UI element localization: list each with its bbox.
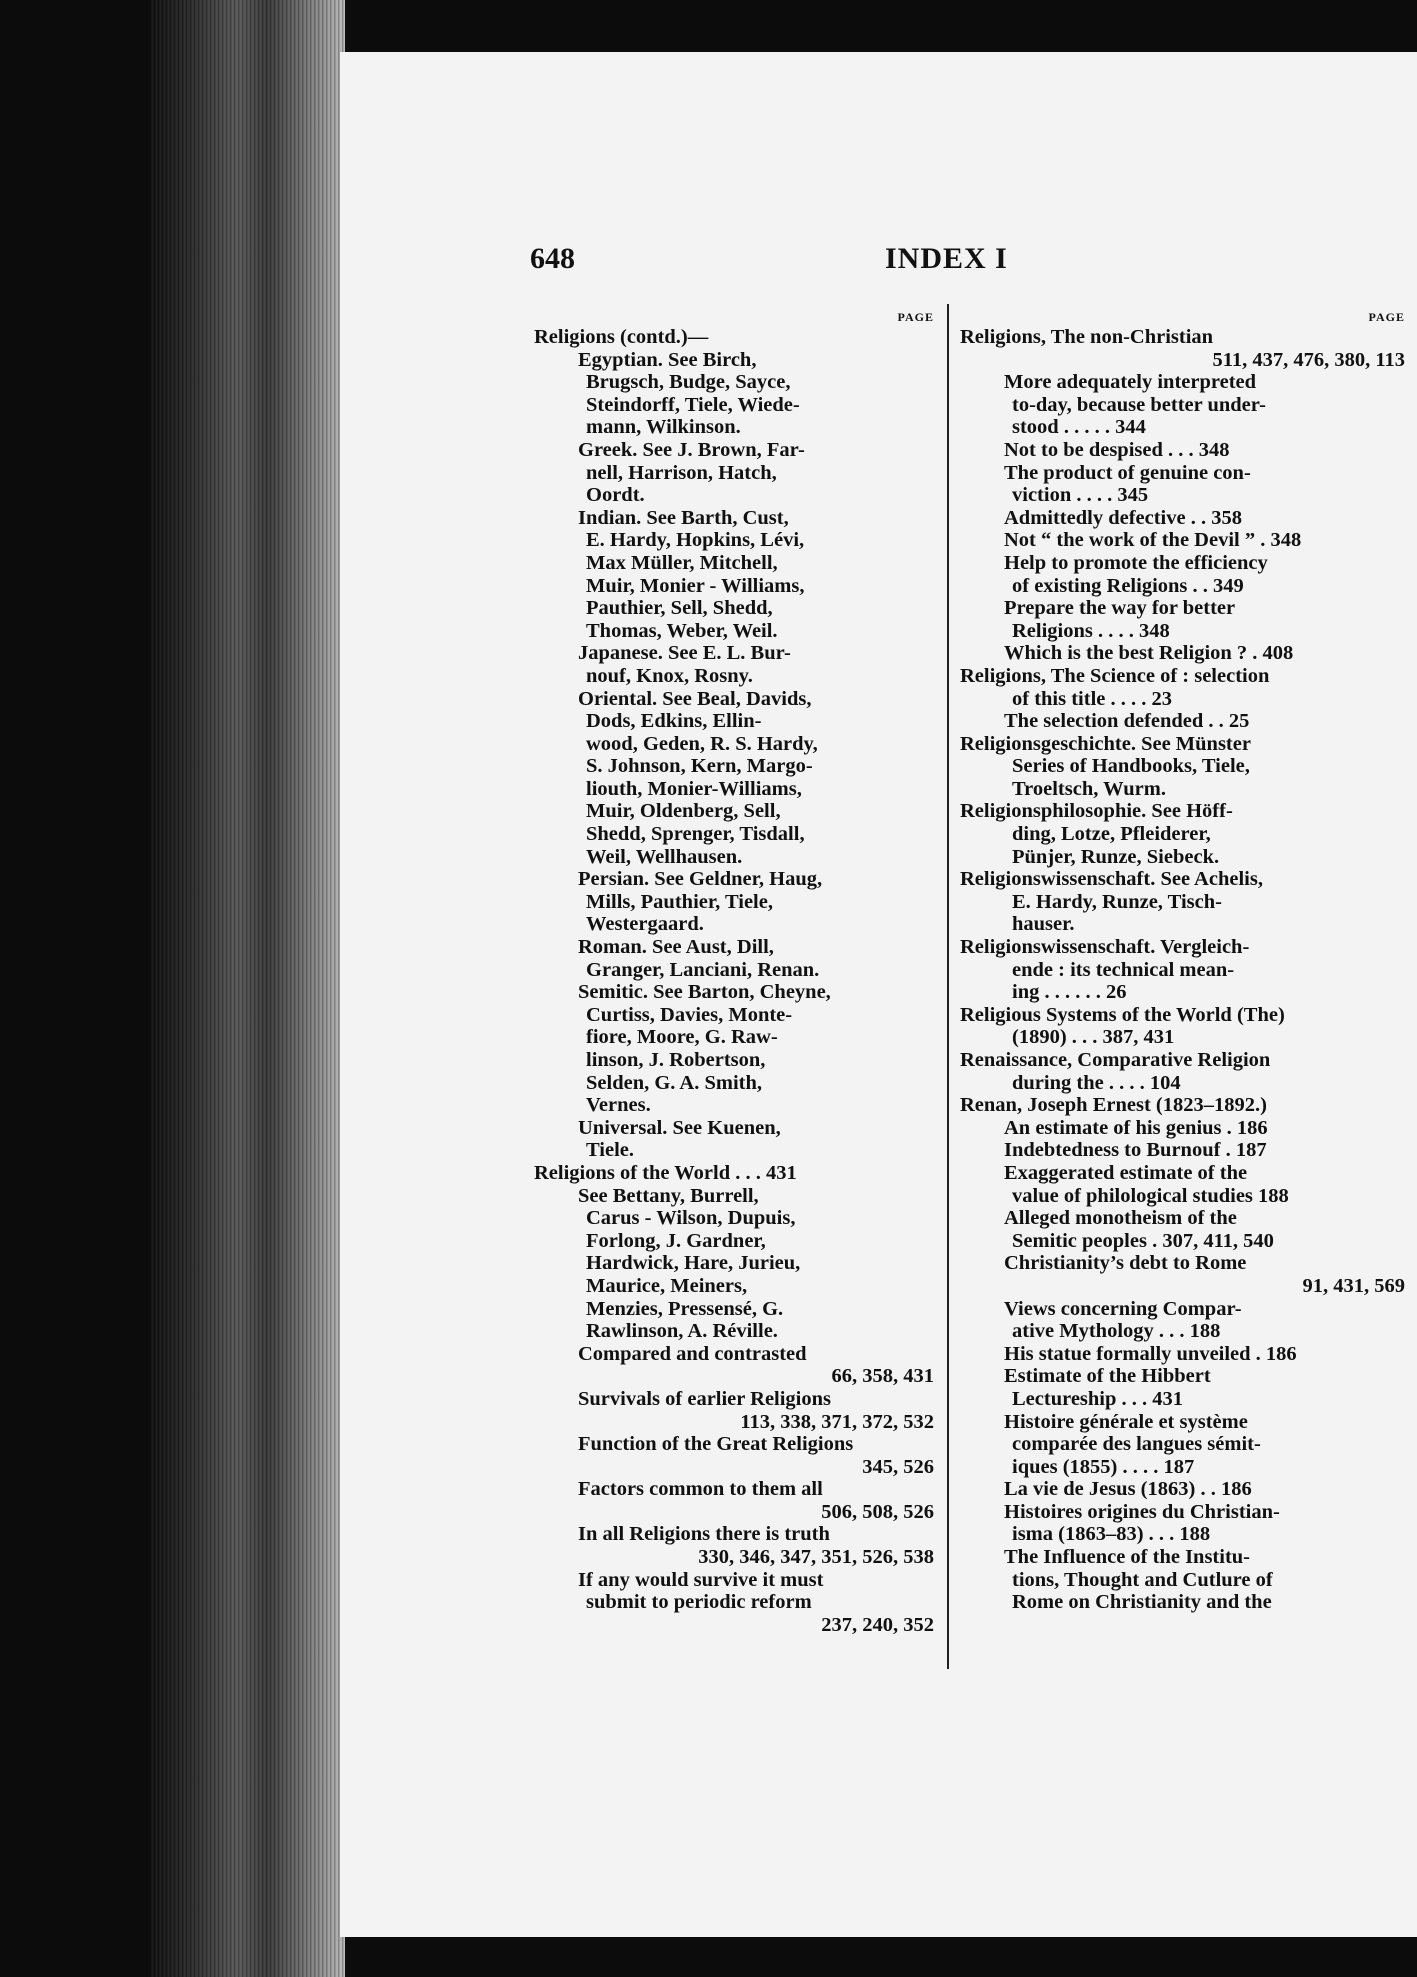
index-line: Max Müller, Mitchell, — [586, 551, 778, 574]
index-line: Pünjer, Runze, Siebeck. — [1012, 845, 1220, 868]
index-line: stood . . . . . 344 — [1012, 416, 1146, 439]
index-line: Brugsch, Budge, Sayce, — [586, 371, 791, 394]
index-line: 330, 346, 347, 351, 526, 538 — [698, 1546, 934, 1569]
index-line: Curtiss, Davies, Monte- — [586, 1003, 793, 1026]
column-page-label: PAGE — [1368, 310, 1405, 324]
index-line: The product of genuine con- — [1004, 461, 1251, 484]
index-line: La vie de Jesus (1863) . . 186 — [1004, 1478, 1252, 1501]
index-line: Not to be despised . . . 348 — [1004, 438, 1230, 461]
index-line: Persian. See Geldner, Haug, — [578, 868, 823, 891]
index-line: An estimate of his genius . 186 — [1004, 1116, 1268, 1139]
index-line: Exaggerated estimate of the — [1004, 1161, 1248, 1184]
index-line: Carus - Wilson, Dupuis, — [586, 1207, 796, 1230]
index-line: Tiele. — [586, 1139, 635, 1162]
index-line: Not “ the work of the Devil ” . 348 — [1004, 529, 1302, 552]
index-line: during the . . . . 104 — [1012, 1071, 1181, 1094]
index-line: of existing Religions . . 349 — [1012, 574, 1244, 597]
index-line: liouth, Monier-Williams, — [586, 777, 802, 800]
index-line: Religions (contd.)— — [534, 326, 709, 348]
index-line: Religionsgeschichte. See Münster — [960, 732, 1251, 755]
index-line: Histoire générale et système — [1004, 1410, 1248, 1433]
index-line: Religions of the World . . . 431 — [534, 1161, 797, 1184]
index-line: Mills, Pauthier, Tiele, — [586, 890, 773, 913]
index-line: Troeltsch, Wurm. — [1012, 777, 1166, 800]
index-line: Vernes. — [586, 1094, 651, 1117]
index-line: Religionswissenschaft. See Achelis, — [960, 868, 1263, 891]
index-line: Granger, Lanciani, Renan. — [586, 958, 820, 981]
column-page-label: PAGE — [897, 310, 934, 324]
index-line: (1890) . . . 387, 431 — [1012, 1026, 1175, 1049]
index-line: Egyptian. See Birch, — [578, 348, 757, 371]
index-line: S. Johnson, Kern, Margo- — [586, 755, 813, 778]
column-divider — [947, 304, 949, 1669]
index-line: nell, Harrison, Hatch, — [586, 461, 777, 484]
index-line: Indian. See Barth, Cust, — [578, 506, 789, 529]
index-line: Weil, Wellhausen. — [586, 845, 743, 868]
index-line: E. Hardy, Runze, Tisch- — [1012, 890, 1222, 913]
index-line: comparée des langues sémit- — [1012, 1433, 1261, 1456]
index-line: Christianity’s debt to Rome — [1004, 1252, 1247, 1275]
index-line: Roman. See Aust, Dill, — [578, 936, 774, 959]
index-line: ative Mythology . . . 188 — [1012, 1320, 1221, 1343]
index-line: Muir, Oldenberg, Sell, — [586, 800, 781, 823]
index-line: submit to periodic reform — [586, 1591, 812, 1614]
index-line: Religions . . . . 348 — [1012, 619, 1170, 642]
index-line: value of philological studies 188 — [1012, 1184, 1289, 1207]
index-line: Prepare the way for better — [1004, 597, 1236, 620]
index-line: If any would survive it must — [578, 1568, 824, 1591]
index-line: Japanese. See E. L. Bur- — [578, 642, 791, 665]
index-line: ende : its technical mean- — [1012, 958, 1235, 981]
index-line: tions, Thought and Cutlure of — [1012, 1568, 1273, 1591]
index-line: Survivals of earlier Religions — [578, 1387, 832, 1410]
page-number: 648 — [530, 242, 575, 275]
index-line: Shedd, Sprenger, Tisdall, — [586, 823, 805, 846]
index-line: Compared and contrasted — [578, 1342, 807, 1365]
index-line: Oordt. — [586, 484, 645, 507]
index-line: Views concerning Compar- — [1004, 1297, 1242, 1320]
index-line: Religious Systems of the World (The) — [960, 1003, 1285, 1026]
index-line: Maurice, Meiners, — [586, 1274, 748, 1297]
index-line: to-day, because better under- — [1012, 393, 1266, 416]
index-line: Muir, Monier - Williams, — [586, 574, 805, 597]
index-line: Series of Handbooks, Tiele, — [1012, 755, 1250, 778]
index-line: viction . . . . 345 — [1012, 484, 1149, 507]
index-line: fiore, Moore, G. Raw- — [586, 1026, 778, 1049]
running-head: INDEX I — [885, 242, 1008, 275]
index-line: mann, Wilkinson. — [586, 416, 741, 439]
index-line: Menzies, Pressensé, G. — [586, 1297, 784, 1320]
index-line: 91, 431, 569 — [1302, 1274, 1405, 1297]
page-edges — [150, 0, 345, 1977]
index-line: Religions, The Science of : selection — [960, 664, 1270, 687]
index-line: In all Religions there is truth — [578, 1523, 830, 1546]
index-line: Semitic. See Barton, Cheyne, — [578, 981, 831, 1004]
index-line: The selection defended . . 25 — [1004, 710, 1250, 733]
index-line: Selden, G. A. Smith, — [586, 1071, 762, 1094]
index-line: E. Hardy, Hopkins, Lévi, — [586, 529, 805, 552]
index-line: Rome on Christianity and the — [1012, 1591, 1272, 1614]
index-line: 237, 240, 352 — [821, 1613, 934, 1636]
index-line: Pauthier, Sell, Shedd, — [586, 597, 773, 620]
index-line: His statue formally unveiled . 186 — [1004, 1342, 1297, 1365]
index-line: Rawlinson, A. Réville. — [586, 1320, 778, 1343]
index-line: Steindorff, Tiele, Wiede- — [586, 393, 800, 416]
index-line: Function of the Great Religions — [578, 1433, 854, 1456]
index-line: Renaissance, Comparative Religion — [960, 1049, 1271, 1071]
index-line: Estimate of the Hibbert — [1004, 1365, 1211, 1388]
index-line: Factors common to them all — [578, 1478, 823, 1501]
index-entries-left — [534, 326, 934, 1636]
index-line: Semitic peoples . 307, 411, 540 — [1012, 1229, 1274, 1252]
index-line: Histoires origines du Christian- — [1004, 1500, 1280, 1523]
index-line: Hardwick, Hare, Jurieu, — [586, 1252, 801, 1275]
index-line: The Influence of the Institu- — [1004, 1546, 1251, 1569]
index-line: 66, 358, 431 — [831, 1365, 934, 1388]
index-line: Lectureship . . . 431 — [1012, 1387, 1184, 1410]
index-line: Renan, Joseph Ernest (1823–1892.) — [960, 1094, 1267, 1117]
index-line: Oriental. See Beal, Davids, — [578, 687, 812, 710]
index-line: 506, 508, 526 — [821, 1500, 934, 1523]
index-line: Religionsphilosophie. See Höff- — [960, 800, 1233, 823]
index-line: iques (1855) . . . . 187 — [1012, 1455, 1195, 1478]
index-line: ing . . . . . . 26 — [1012, 981, 1127, 1004]
index-line: 345, 526 — [862, 1455, 934, 1478]
index-line: Religions, The non-Christian — [960, 326, 1214, 348]
index-line: wood, Geden, R. S. Hardy, — [586, 732, 818, 755]
book-page — [340, 52, 1417, 1937]
index-line: nouf, Knox, Rosny. — [586, 664, 753, 687]
index-line: Which is the best Religion ? . 408 — [1004, 642, 1294, 665]
index-line: Religionswissenschaft. Vergleich- — [960, 936, 1250, 959]
index-line: ding, Lotze, Pfleiderer, — [1012, 823, 1211, 846]
index-line: Admittedly defective . . 358 — [1004, 506, 1242, 529]
index-line: See Bettany, Burrell, — [578, 1184, 759, 1207]
index-line: Help to promote the efficiency — [1004, 551, 1268, 574]
index-line: isma (1863–83) . . . 188 — [1012, 1523, 1211, 1546]
index-line: 113, 338, 371, 372, 532 — [740, 1410, 934, 1433]
index-line: Forlong, J. Gardner, — [586, 1229, 766, 1252]
index-line: hauser. — [1012, 913, 1075, 936]
index-line: linson, J. Robertson, — [586, 1049, 766, 1071]
index-line: More adequately interpreted — [1004, 371, 1257, 394]
index-line: Dods, Edkins, Ellin- — [586, 710, 762, 733]
index-entries-right — [960, 326, 1405, 1614]
index-line: Alleged monotheism of the — [1004, 1207, 1237, 1230]
index-line: Greek. See J. Brown, Far- — [578, 438, 805, 461]
index-line: Westergaard. — [586, 913, 704, 936]
index-line: Indebtedness to Burnouf . 187 — [1004, 1139, 1267, 1162]
index-line: of this title . . . . 23 — [1012, 687, 1172, 710]
index-line: Thomas, Weber, Weil. — [586, 619, 778, 642]
index-column-left — [534, 310, 934, 1636]
index-line: Universal. See Kuenen, — [578, 1116, 781, 1139]
page-header — [340, 242, 1417, 282]
index-column-right — [960, 310, 1405, 1614]
index-line: 511, 437, 476, 380, 113 — [1212, 348, 1405, 371]
